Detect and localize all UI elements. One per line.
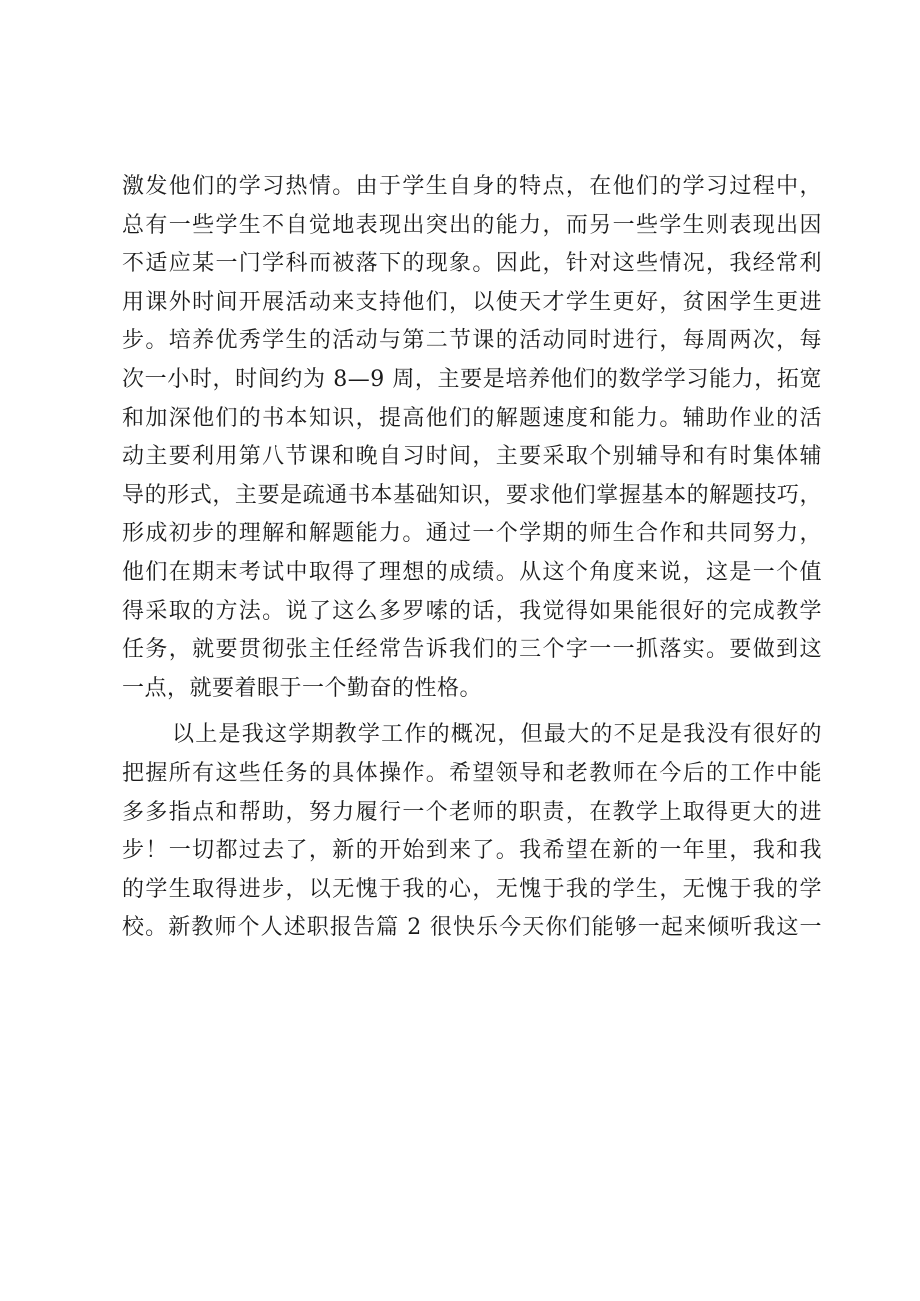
text-line: 和加深他们的书本知识，提高他们的解题速度和能力。辅助作业的活: [122, 405, 822, 431]
text-line: 形成初步的理解和解题能力。通过一个学期的师生合作和共同努力，: [122, 521, 822, 547]
text-line: 导的形式，主要是疏通书本基础知识，要求他们掌握基本的解题技巧，: [122, 482, 822, 508]
paragraph-gap: [122, 708, 822, 716]
text-line: 步！一切都过去了，新的开始到来了。我希望在新的一年里，我和我: [122, 838, 822, 864]
text-line: 他们在期末考试中取得了理想的成绩。从这个角度来说，这是一个值: [122, 559, 822, 585]
text-line: 一点，就要着眼于一个勤奋的性格。: [122, 675, 483, 701]
text-line: 把握所有这些任务的具体操作。希望领导和老教师在今后的工作中能: [122, 760, 822, 786]
text-line: 得采取的方法。说了这么多罗嗦的话，我觉得如果能很好的完成教学: [122, 598, 822, 624]
text-line: 总有一些学生不自觉地表现出突出的能力，而另一些学生则表现出因: [122, 212, 822, 238]
text-line: 校。新教师个人述职报告篇 2 很快乐今天你们能够一起来倾听我这一: [122, 915, 822, 941]
body-text: [122, 168, 822, 948]
text-line: 激发他们的学习热情。由于学生自身的特点，在他们的学习过程中，: [122, 174, 822, 199]
text-line: 的学生取得进步，以无愧于我的心，无愧于我的学生，无愧于我的学: [122, 876, 822, 902]
text-line: 不适应某一门学科而被落下的现象。因此，针对这些情况，我经常利: [122, 251, 822, 277]
text-line: 以上是我这学期教学工作的概况，但最大的不足是我没有很好的: [172, 722, 822, 748]
text-line: 步。培养优秀学生的活动与第二节课的活动同时进行，每周两次，每: [122, 328, 822, 354]
text-line: 动主要利用第八节课和晚自习时间，主要采取个别辅导和有时集体辅: [122, 444, 822, 470]
text-line: 多多指点和帮助，努力履行一个老师的职责，在教学上取得更大的进: [122, 799, 822, 825]
text-line: 次一小时，时间约为 8—9 周，主要是培养他们的数学学习能力，拓宽: [122, 366, 822, 392]
paragraph-1: [122, 168, 822, 708]
text-line: 任务，就要贯彻张主任经常告诉我们的三个字一一抓落实。要做到这: [122, 637, 822, 663]
text-line: 用课外时间开展活动来支持他们，以使天才学生更好，贫困学生更进: [122, 289, 822, 315]
paragraph-2: [122, 716, 822, 948]
